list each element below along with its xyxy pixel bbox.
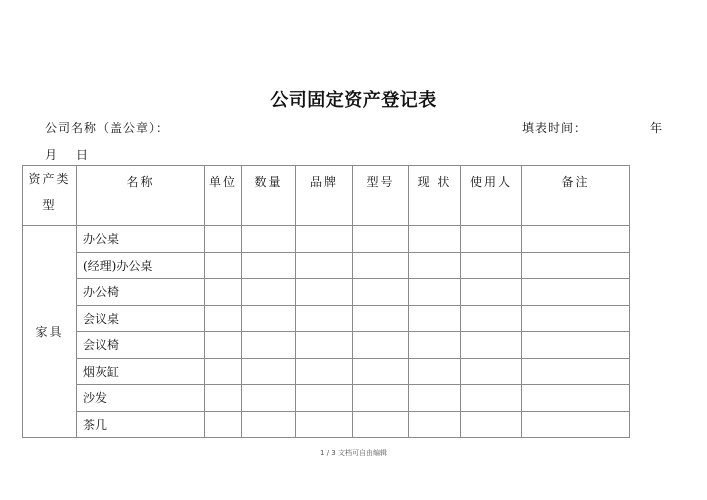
model-cell[interactable] <box>353 226 409 253</box>
quantity-cell[interactable] <box>242 411 296 438</box>
remarks-cell[interactable] <box>522 279 630 306</box>
header-quantity: 数量 <box>242 166 296 226</box>
unit-cell[interactable] <box>205 252 242 279</box>
remarks-cell[interactable] <box>522 358 630 385</box>
remarks-cell[interactable] <box>522 252 630 279</box>
header-user: 使用人 <box>461 166 522 226</box>
remarks-cell[interactable] <box>522 332 630 359</box>
item-name: 茶几 <box>77 411 205 438</box>
model-cell[interactable] <box>353 332 409 359</box>
quantity-cell[interactable] <box>242 226 296 253</box>
user-cell[interactable] <box>461 252 522 279</box>
company-name-label: 公司名称（盖公章）： <box>45 121 170 135</box>
month-label: 月 <box>45 148 58 162</box>
item-name: 办公椅 <box>77 279 205 306</box>
category-cell: 家具 <box>23 226 77 438</box>
remarks-cell[interactable] <box>522 411 630 438</box>
status-cell[interactable] <box>409 279 461 306</box>
status-cell[interactable] <box>409 385 461 412</box>
model-cell[interactable] <box>353 252 409 279</box>
user-cell[interactable] <box>461 226 522 253</box>
table-row <box>23 411 630 438</box>
user-cell[interactable] <box>461 332 522 359</box>
item-name: 会议椅 <box>77 332 205 359</box>
model-cell[interactable] <box>353 305 409 332</box>
remarks-cell[interactable] <box>522 305 630 332</box>
quantity-cell[interactable] <box>242 358 296 385</box>
table-row <box>23 226 630 253</box>
header-status: 现 状 <box>409 166 461 226</box>
quantity-cell[interactable] <box>242 252 296 279</box>
status-cell[interactable] <box>409 358 461 385</box>
day-label: 日 <box>76 148 89 162</box>
user-cell[interactable] <box>461 305 522 332</box>
table-row <box>23 385 630 412</box>
item-name: 会议桌 <box>77 305 205 332</box>
document-title: 公司固定资产登记表 <box>270 90 437 111</box>
quantity-cell[interactable] <box>242 385 296 412</box>
user-cell[interactable] <box>461 411 522 438</box>
quantity-cell[interactable] <box>242 305 296 332</box>
unit-cell[interactable] <box>205 226 242 253</box>
brand-cell[interactable] <box>296 358 353 385</box>
unit-cell[interactable] <box>205 305 242 332</box>
asset-register-table <box>22 165 630 438</box>
page-footer: 1 / 3 文档可自由编辑 <box>320 449 387 457</box>
header-brand: 品牌 <box>296 166 353 226</box>
brand-cell[interactable] <box>296 226 353 253</box>
header-remarks: 备注 <box>522 166 630 226</box>
unit-cell[interactable] <box>205 358 242 385</box>
unit-cell[interactable] <box>205 332 242 359</box>
item-name: 办公桌 <box>77 226 205 253</box>
user-cell[interactable] <box>461 279 522 306</box>
brand-cell[interactable] <box>296 411 353 438</box>
model-cell[interactable] <box>353 358 409 385</box>
model-cell[interactable] <box>353 279 409 306</box>
model-cell[interactable] <box>353 411 409 438</box>
unit-cell[interactable] <box>205 411 242 438</box>
unit-cell[interactable] <box>205 385 242 412</box>
remarks-cell[interactable] <box>522 385 630 412</box>
quantity-cell[interactable] <box>242 332 296 359</box>
table-row <box>23 332 630 359</box>
brand-cell[interactable] <box>296 305 353 332</box>
status-cell[interactable] <box>409 332 461 359</box>
model-cell[interactable] <box>353 385 409 412</box>
item-name: 沙发 <box>77 385 205 412</box>
remarks-cell[interactable] <box>522 226 630 253</box>
status-cell[interactable] <box>409 305 461 332</box>
table-row <box>23 358 630 385</box>
fill-time-label: 填表时间： <box>522 121 588 135</box>
table-row <box>23 279 630 306</box>
item-name: 烟灰缸 <box>77 358 205 385</box>
header-model: 型号 <box>353 166 409 226</box>
header-unit: 单位 <box>205 166 242 226</box>
table-row <box>23 305 630 332</box>
user-cell[interactable] <box>461 385 522 412</box>
status-cell[interactable] <box>409 252 461 279</box>
user-cell[interactable] <box>461 358 522 385</box>
header-asset-type: 资产类型 <box>23 166 77 226</box>
status-cell[interactable] <box>409 411 461 438</box>
brand-cell[interactable] <box>296 279 353 306</box>
table-header-row <box>23 166 630 226</box>
table-row <box>23 252 630 279</box>
unit-cell[interactable] <box>205 279 242 306</box>
brand-cell[interactable] <box>296 332 353 359</box>
year-label: 年 <box>650 121 663 135</box>
brand-cell[interactable] <box>296 385 353 412</box>
quantity-cell[interactable] <box>242 279 296 306</box>
header-name: 名称 <box>77 166 205 226</box>
brand-cell[interactable] <box>296 252 353 279</box>
item-name: (经理)办公桌 <box>77 252 205 279</box>
status-cell[interactable] <box>409 226 461 253</box>
